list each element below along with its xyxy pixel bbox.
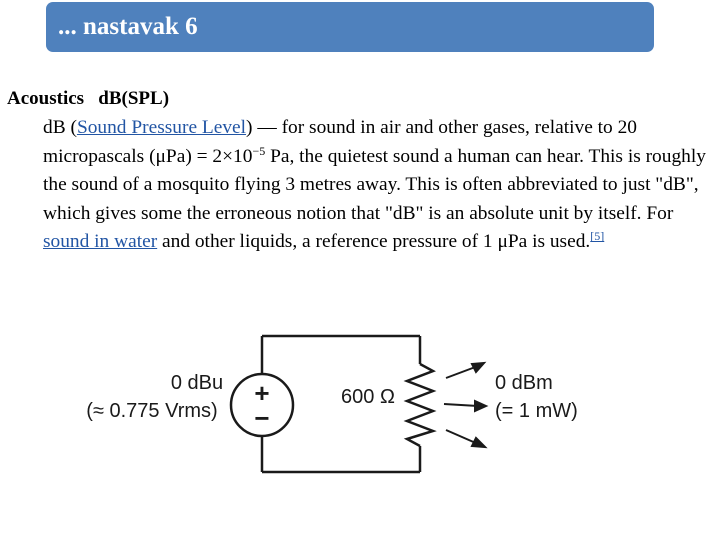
text-segment: dB ( bbox=[43, 117, 77, 138]
power-value-label: 0 dBm bbox=[495, 372, 553, 394]
minus-sign: − bbox=[254, 403, 270, 433]
power-arrows-icon bbox=[444, 363, 486, 447]
link-sound-in-water[interactable]: sound in water bbox=[43, 231, 158, 253]
exponent: −5 bbox=[252, 143, 266, 158]
source-rms-label: (≈ 0.775 Vrms) bbox=[86, 400, 218, 422]
plus-sign: + bbox=[254, 378, 270, 408]
link-reference-5[interactable]: [5] bbox=[590, 229, 605, 244]
reference-sup bbox=[590, 229, 604, 243]
circuit-diagram bbox=[0, 326, 720, 540]
slide-title: ... nastavak 6 bbox=[58, 13, 198, 40]
resistance-label: 600 Ω bbox=[341, 386, 395, 408]
text-segment: Pa, the quietest sound a human can hear. This is roughly the sound of a mosquito flying 3 metres away. This is often abbreviated to just "dB", which gives some the erroneous notion that "dB" is an absolute unit by itself. For bbox=[43, 145, 706, 224]
power-watt-label: (= 1 mW) bbox=[495, 400, 578, 422]
title-bar bbox=[46, 2, 654, 52]
resistor-icon bbox=[407, 364, 433, 446]
source-value-label: 0 dBu bbox=[170, 372, 224, 394]
text-segment: ) — for sound in air and other gases, relative to 20 micropascals (μPa) = 2×10 bbox=[43, 117, 637, 167]
section-heading: Acoustics dB(SPL) bbox=[7, 88, 170, 109]
link-sound-pressure-level[interactable]: Sound Pressure Level bbox=[76, 117, 247, 138]
text-segment: and other liquids, a reference pressure of 1 μPa is used. bbox=[157, 231, 591, 253]
body-paragraph bbox=[43, 114, 711, 257]
